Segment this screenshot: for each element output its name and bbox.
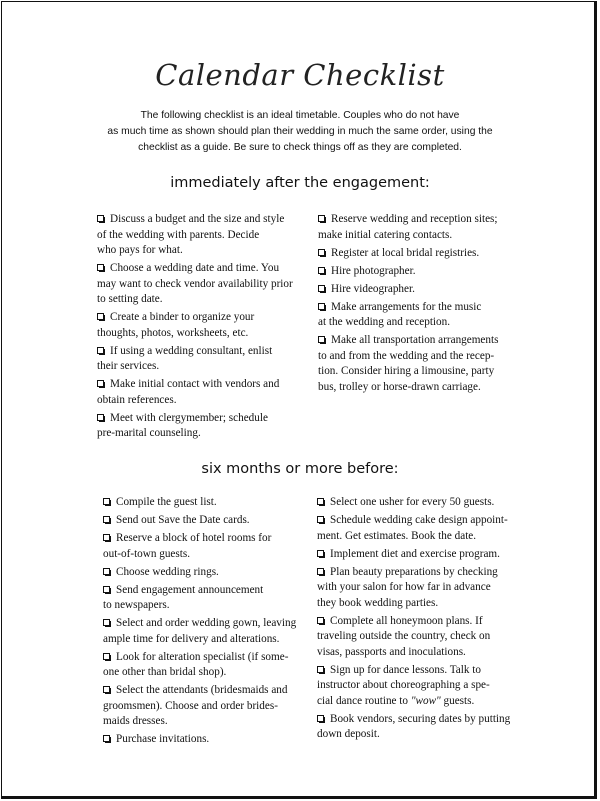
checklist-column-right bbox=[317, 495, 527, 745]
checklist-item-line: Select one usher for every 50 guests. bbox=[330, 496, 495, 508]
checkbox-icon[interactable] bbox=[318, 215, 325, 222]
checklist-item-text bbox=[317, 614, 527, 630]
checkbox-icon[interactable] bbox=[318, 303, 325, 310]
checklist-item-line: Look for alteration specialist (if some- bbox=[116, 650, 289, 663]
checklist-item bbox=[318, 264, 528, 280]
checklist-item-text bbox=[317, 629, 527, 645]
checklist-item-text bbox=[317, 547, 527, 563]
checklist-item-line: If using a wedding consultant, enlist bbox=[110, 344, 273, 357]
checklist-item-text bbox=[97, 377, 302, 393]
checklist-item-text bbox=[318, 246, 528, 262]
checklist-item-line: Reserve wedding and reception sites; bbox=[331, 213, 498, 225]
checklist-item-line: may want to check vendor availability prior bbox=[97, 277, 293, 290]
checklist-item-text bbox=[103, 665, 308, 681]
checklist-item-text bbox=[317, 645, 527, 661]
checkbox-icon[interactable] bbox=[317, 666, 324, 673]
checklist-item-line: Complete all honeymoon plans. If bbox=[330, 614, 483, 627]
checklist-item bbox=[317, 565, 527, 612]
checkbox-icon[interactable] bbox=[103, 586, 110, 593]
checklist-item-line: Purchase invitations. bbox=[116, 733, 210, 745]
checklist-item-line: Plan beauty preparations by checking bbox=[330, 565, 498, 578]
checklist-item-line: maids dresses. bbox=[103, 715, 168, 727]
checkbox-icon[interactable] bbox=[317, 550, 324, 557]
checklist-item-text bbox=[97, 261, 302, 277]
checklist-item-line: Make arrangements for the music bbox=[331, 300, 482, 313]
checklist-item-text bbox=[318, 264, 528, 280]
checkbox-icon[interactable] bbox=[103, 619, 110, 626]
checklist-item bbox=[103, 531, 308, 562]
checklist-item-line: Choose wedding rings. bbox=[116, 565, 219, 578]
checklist-item-text bbox=[97, 359, 302, 375]
checklist-item bbox=[97, 212, 302, 259]
checklist-item-text bbox=[97, 228, 302, 244]
checklist-item-line: instructor about choreographing a spe- bbox=[317, 679, 490, 691]
checkbox-icon[interactable] bbox=[317, 715, 324, 722]
checklist-item-text bbox=[318, 282, 528, 298]
checkbox-icon[interactable] bbox=[97, 414, 104, 421]
checklist-item-text bbox=[103, 547, 308, 563]
checklist-item-line: down deposit. bbox=[317, 728, 380, 740]
checklist-item-line: who pays for what. bbox=[97, 244, 183, 256]
checklist-item-line: to setting date. bbox=[97, 293, 163, 305]
checklist-item-text bbox=[318, 333, 528, 349]
checkbox-icon[interactable] bbox=[103, 498, 110, 505]
checklist-item bbox=[317, 547, 527, 563]
checklist-item-line: Implement diet and exercise program. bbox=[330, 547, 500, 560]
checklist-item-text bbox=[318, 364, 528, 380]
checklist-item-line: Make all transportation arrangements bbox=[331, 334, 499, 346]
section-heading-six-months: six months or more before: bbox=[201, 461, 399, 477]
checklist-item-line: Meet with clergymember; schedule bbox=[110, 411, 268, 424]
checklist-item-text bbox=[317, 663, 527, 679]
checklist-item-text bbox=[97, 326, 302, 342]
checklist-item-text bbox=[318, 349, 528, 365]
checklist-item-text bbox=[317, 495, 527, 511]
checklist-item-text bbox=[103, 683, 308, 699]
checklist-item-line: Discuss a budget and the size and style bbox=[110, 213, 285, 225]
checkbox-icon[interactable] bbox=[103, 534, 110, 541]
checklist-item bbox=[318, 282, 528, 298]
checklist-item-text bbox=[103, 565, 308, 581]
checklist-item-text bbox=[317, 529, 527, 545]
checkbox-icon[interactable] bbox=[318, 336, 325, 343]
checklist-item-line: to and from the wedding and the recep- bbox=[318, 349, 495, 362]
intro-line: The following checklist is an ideal timetable. Couples who do not have bbox=[140, 110, 460, 121]
intro-line: as much time as shown should plan their wedding in much the same order, using the bbox=[107, 126, 493, 137]
checklist-item-line: Select the attendants (bridesmaids and bbox=[116, 684, 288, 696]
intro-paragraph bbox=[100, 108, 500, 156]
checklist-item-text bbox=[317, 580, 527, 596]
checklist-item-line: Schedule wedding cake design appoint- bbox=[330, 514, 508, 526]
checklist-item bbox=[103, 616, 308, 647]
checklist-item bbox=[103, 650, 308, 681]
checklist-item-text bbox=[97, 344, 302, 360]
checklist-item-line: Book vendors, securing dates by putting bbox=[330, 712, 511, 725]
checklist-item-text bbox=[97, 393, 302, 409]
checkbox-icon[interactable] bbox=[318, 249, 325, 256]
checklist-item bbox=[97, 344, 302, 375]
checkbox-icon[interactable] bbox=[97, 380, 104, 387]
checkbox-icon[interactable] bbox=[97, 215, 104, 222]
checklist-item bbox=[103, 683, 308, 730]
checklist-item-text bbox=[318, 380, 528, 396]
checklist-item-line: Reserve a block of hotel rooms for bbox=[116, 532, 272, 544]
checklist-item-text bbox=[97, 292, 302, 308]
checklist-item bbox=[318, 246, 528, 262]
checklist-item-line: thoughts, photos, worksheets, etc. bbox=[97, 326, 249, 339]
checklist-column-left bbox=[97, 212, 302, 444]
checklist-item-line: obtain references. bbox=[97, 393, 177, 406]
checkbox-icon[interactable] bbox=[103, 653, 110, 660]
checklist-item-text bbox=[317, 596, 527, 612]
checklist-item-text bbox=[103, 531, 308, 547]
intro-line: checklist as a guide. Be sure to check things off as they are completed. bbox=[138, 142, 462, 153]
checkbox-icon[interactable] bbox=[103, 686, 110, 693]
checklist-item-line: Make initial contact with vendors and bbox=[110, 378, 280, 390]
checklist-item-line: to newspapers. bbox=[103, 599, 170, 611]
page-title: Calendar Checklist bbox=[155, 58, 445, 92]
checklist-item-line: Register at local bridal registries. bbox=[331, 246, 480, 259]
checklist-item bbox=[103, 565, 308, 581]
checklist-item-text bbox=[103, 699, 308, 715]
checklist-item-line: pre-marital counseling. bbox=[97, 427, 201, 439]
checklist-item-line: at the wedding and reception. bbox=[318, 316, 451, 328]
checklist-item-text bbox=[317, 694, 527, 710]
checklist-item-line: tion. Consider hiring a limousine, party bbox=[318, 365, 495, 377]
checklist-item bbox=[103, 732, 308, 748]
checklist-item bbox=[317, 495, 527, 511]
checklist-item-text bbox=[97, 411, 302, 427]
checklist-item-text bbox=[103, 513, 308, 529]
checkbox-icon[interactable] bbox=[97, 313, 104, 320]
checklist-item-text bbox=[318, 228, 528, 244]
checkbox-icon[interactable] bbox=[97, 347, 104, 354]
checklist-item-text bbox=[97, 310, 302, 326]
checklist-item-text bbox=[103, 714, 308, 730]
checklist-item-line: with your salon for how far in advance bbox=[317, 581, 491, 593]
checklist-item-line: they book wedding parties. bbox=[317, 596, 439, 609]
checklist-item-line: Select and order wedding gown, leaving bbox=[116, 617, 297, 629]
checklist-item-text bbox=[318, 315, 528, 331]
checklist-item bbox=[317, 513, 527, 544]
checklist-item-line: Choose a wedding date and time. You bbox=[110, 262, 280, 274]
checklist-item-line: cial dance routine to "wow" guests. bbox=[317, 694, 475, 707]
checkbox-icon[interactable] bbox=[103, 516, 110, 523]
checklist-item-line: groomsmen). Choose and order brides- bbox=[103, 699, 278, 712]
checklist-item bbox=[103, 495, 308, 511]
checklist-item-text bbox=[103, 583, 308, 599]
checklist-item-text bbox=[317, 712, 527, 728]
checkbox-icon[interactable] bbox=[97, 264, 104, 271]
checklist-item-text bbox=[318, 212, 528, 228]
checklist-item bbox=[97, 310, 302, 341]
checklist-item-text bbox=[103, 732, 308, 748]
checklist-item-text bbox=[317, 678, 527, 694]
checklist-item-text bbox=[103, 598, 308, 614]
section-heading-engagement: immediately after the engagement: bbox=[170, 175, 430, 191]
checklist-item bbox=[317, 663, 527, 710]
checklist-item-line: Compile the guest list. bbox=[116, 496, 217, 508]
checklist-item-text bbox=[103, 495, 308, 511]
checklist-item-line: one other than bridal shop). bbox=[103, 666, 227, 678]
checklist-item bbox=[317, 712, 527, 743]
checklist-item bbox=[97, 261, 302, 308]
checklist-item bbox=[318, 300, 528, 331]
checklist-item bbox=[318, 212, 528, 243]
checklist-item bbox=[97, 411, 302, 442]
checkbox-icon[interactable] bbox=[317, 516, 324, 523]
checklist-item-line: Send out Save the Date cards. bbox=[116, 514, 250, 526]
checkbox-icon[interactable] bbox=[103, 568, 110, 575]
checklist-item-line: Sign up for dance lessons. Talk to bbox=[330, 663, 481, 676]
checklist-item-text bbox=[97, 426, 302, 442]
checkbox-icon[interactable] bbox=[317, 568, 324, 575]
checklist-item bbox=[97, 377, 302, 408]
checkbox-icon[interactable] bbox=[318, 285, 325, 292]
checklist-item-text bbox=[103, 616, 308, 632]
checklist-item-line: out-of-town guests. bbox=[103, 547, 191, 560]
checklist-item-line: Send engagement announcement bbox=[116, 583, 264, 596]
checklist-item-line: traveling outside the country, check on bbox=[317, 630, 491, 642]
checkbox-icon[interactable] bbox=[318, 267, 325, 274]
checklist-item-text bbox=[317, 513, 527, 529]
checklist-item bbox=[103, 583, 308, 614]
checklist-item-line: ment. Get estimates. Book the date. bbox=[317, 529, 477, 542]
checklist-item-text bbox=[318, 300, 528, 316]
checklist-item-line: Create a binder to organize your bbox=[110, 311, 255, 323]
checklist-item-text bbox=[97, 212, 302, 228]
checkbox-icon[interactable] bbox=[103, 735, 110, 742]
checkbox-icon[interactable] bbox=[317, 617, 324, 624]
checklist-column-left bbox=[103, 495, 308, 750]
checklist-item-text bbox=[103, 632, 308, 648]
checklist-item-text bbox=[97, 277, 302, 293]
checklist-item-line: their services. bbox=[97, 360, 160, 372]
checklist-item-line: bus, trolley or horse-drawn carriage. bbox=[318, 380, 481, 393]
checklist-item bbox=[318, 333, 528, 395]
checklist-item-line: visas, passports and inoculations. bbox=[317, 645, 466, 658]
checklist-item-line: Hire photographer. bbox=[331, 264, 416, 277]
checklist-item-line: of the wedding with parents. Decide bbox=[97, 228, 260, 241]
checklist-item-line: Hire videographer. bbox=[331, 282, 415, 295]
checklist-item-line: ample time for delivery and alterations. bbox=[103, 632, 280, 645]
checklist-column-right bbox=[318, 212, 528, 398]
checkbox-icon[interactable] bbox=[317, 498, 324, 505]
checklist-item-text bbox=[103, 650, 308, 666]
checklist-item bbox=[103, 513, 308, 529]
checklist-item-line: make initial catering contacts. bbox=[318, 228, 453, 241]
checklist-item-text bbox=[317, 565, 527, 581]
checklist-item bbox=[317, 614, 527, 661]
checklist-item-text bbox=[317, 727, 527, 743]
checklist-item-text bbox=[97, 243, 302, 259]
